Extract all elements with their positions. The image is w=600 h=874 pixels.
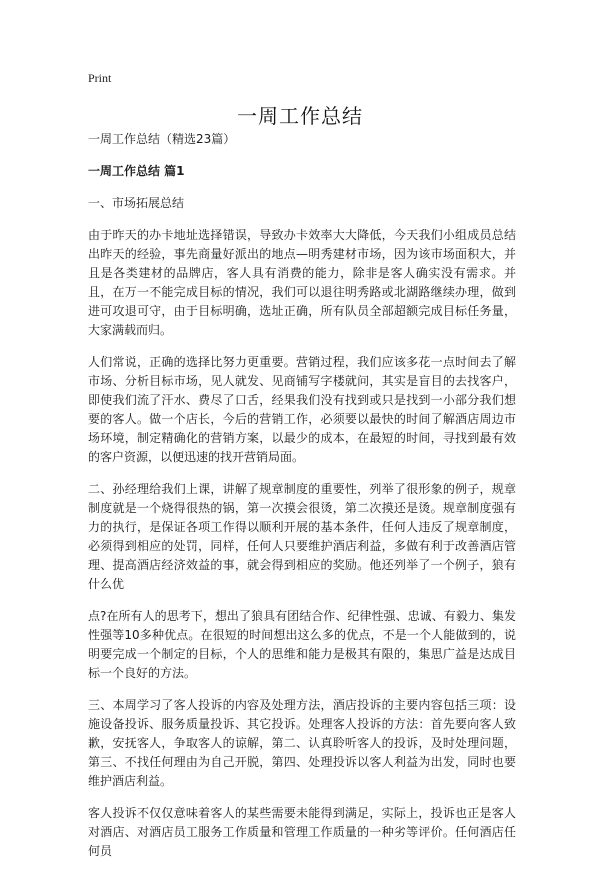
document-title: 一周工作总结	[237, 104, 363, 128]
document-body	[88, 130, 516, 874]
paragraph: 由于昨天的办卡地址选择错误，导致办卡效率大大降低，今天我们小组成员总结出昨天的经验，事先商量好派出的地点—明秀建材市场，因为该市场面积大，并且是各类建材的品牌店，客人具有消费的能力，除非是客人确实没有需求。并且，在万一不能完成目标的情况，我们可以退往明秀路或北湖路继续办理，做到进可攻退可守，由于目标明确，选址正确，所有队员全部超额完成目标任务量，大家满载而归。	[88, 228, 516, 337]
print-link[interactable]: Print	[88, 71, 112, 85]
paragraph: 二、孙经理给我们上课，讲解了规章制度的重要性，列举了很形象的例子，规章制度就是一个烧得很热的锅，第一次摸会很烫，第二次摸还是烫。规章制度强有力的执行，是保证各项工作得以顺利开展的基本条件，任何人违反了规章制度，必须得到相应的处罚，同样，任何人只要维护酒店利益，多做有利于改善酒店管理、提高酒店经济效益的事，就会得到相应的奖励。他还列举了一个例子，狼有什么优	[88, 482, 516, 591]
item-heading-market: 一、市场拓展总结	[88, 196, 185, 210]
paragraph: 人们常说，正确的选择比努力更重要。营销过程，我们应该多花一点时间去了解市场、分析目标市场，见人就发、见商铺写字楼就问，其实是盲目的去找客户，即使我们流了汗水、费尽了口舌，经果我们没有找到或只是找到一小部分我们想要的客人。做一个店长，今后的营销工作，必须要以最快的时间了解酒店周边市场环境，制定精确化的营销方案，以最少的成本，在最短的时间，寻找到最有效的客户资源，以便迅速的找开营销局面。	[88, 355, 516, 464]
paragraph: 客人投诉不仅仅意味着客人的某些需要未能得到满足，实际上，投诉也正是客人对酒店、对酒店员工服务工作质量和管理工作质量的一种劣等评价。任何酒店任何员	[88, 806, 516, 858]
paragraph: 点?在所有人的思考下，想出了狼具有团结合作、纪律性强、忠诚、有毅力、集发性强等10多种优点。在很短的时间想出这么多的优点，不是一个人能做到的，说明要完成一个制定的目标，个人的思维和能力是极其有限的，集思广益是达成目标一个良好的方法。	[88, 609, 516, 680]
paragraph: 三、本周学习了客人投诉的内容及处理方法，酒店投诉的主要内容包括三项：设施设备投诉、服务质量投诉、其它投诉。处理客人投诉的方法：首先要向客人致歉，安抚客人，争取客人的谅解，第二、认真聆听客人的投诉，及时处理问题，第三、不找任何理由为自己开脱，第四、处理投诉以客人利益为出发，同时也要维护酒店利益。	[88, 698, 516, 788]
section-heading: 一周工作总结 篇1	[88, 164, 185, 178]
document-subtitle: 一周工作总结（精选23篇）	[88, 132, 236, 146]
